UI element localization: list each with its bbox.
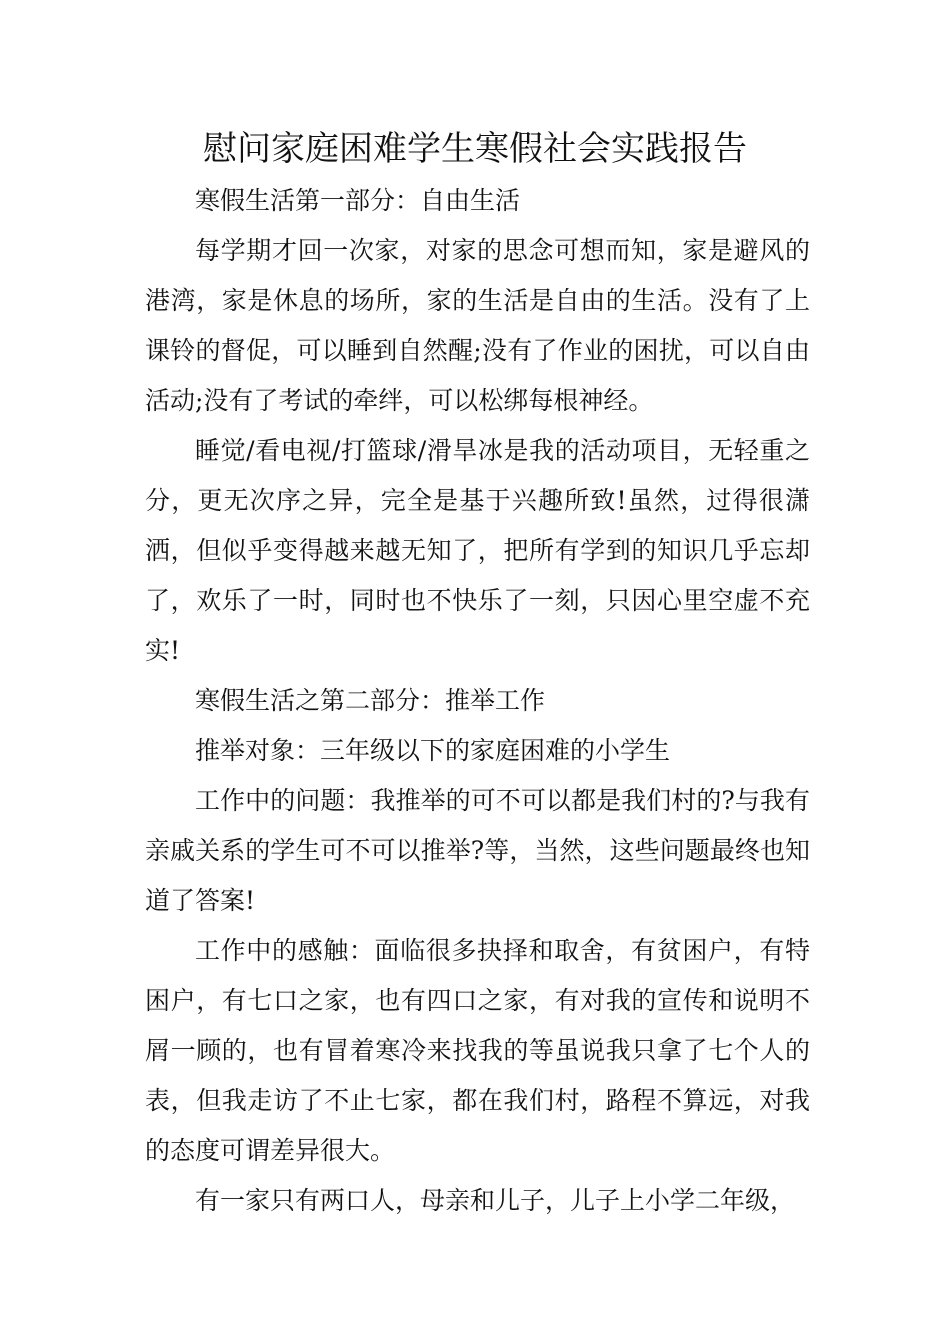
paragraph: 每学期才回一次家，对家的思念可想而知，家是避风的港湾，家是休息的场所，家的生活是自由的生活。没有了上课铃的督促，可以睡到自然醒;没有了作业的困扰，可以自由活动;没有了考试的牵绊，可以松绑每根神经。 bbox=[145, 236, 810, 415]
paragraph: 工作中的感触：面临很多抉择和取舍，有贫困户，有特困户，有七口之家，也有四口之家，有对我的宣传和说明不屑一顾的，也有冒着寒冷来找我的等虽说我只拿了七个人的表，但我走访了不止七家，都在我们村，路程不算远，对我的态度可谓差异很大。 bbox=[145, 936, 810, 1165]
paragraph: 推举对象：三年级以下的家庭困难的小学生 bbox=[195, 736, 671, 765]
paragraph: 工作中的问题：我推举的可不可以都是我们村的?与我有亲戚关系的学生可不可以推举?等，当然，这些问题最终也知道了答案! bbox=[145, 786, 810, 915]
paragraph: 睡觉/看电视/打篮球/滑旱冰是我的活动项目，无轻重之分，更无次序之异，完全是基于兴趣所致!虽然，过得很潇洒，但似乎变得越来越无知了，把所有学到的知识几乎忘却了，欢乐了一时，同时也不快乐了一刻，只因心里空虚不充实! bbox=[145, 436, 810, 665]
section-heading-free-life: 寒假生活第一部分：自由生活 bbox=[195, 186, 521, 215]
paragraph: 有一家只有两口人，母亲和儿子，儿子上小学二年级， bbox=[195, 1186, 796, 1215]
document-body bbox=[145, 176, 810, 1226]
section-heading-recommendation-work: 寒假生活之第二部分：推举工作 bbox=[195, 686, 546, 715]
document-title: 慰问家庭困难学生寒假社会实践报告 bbox=[203, 129, 747, 169]
